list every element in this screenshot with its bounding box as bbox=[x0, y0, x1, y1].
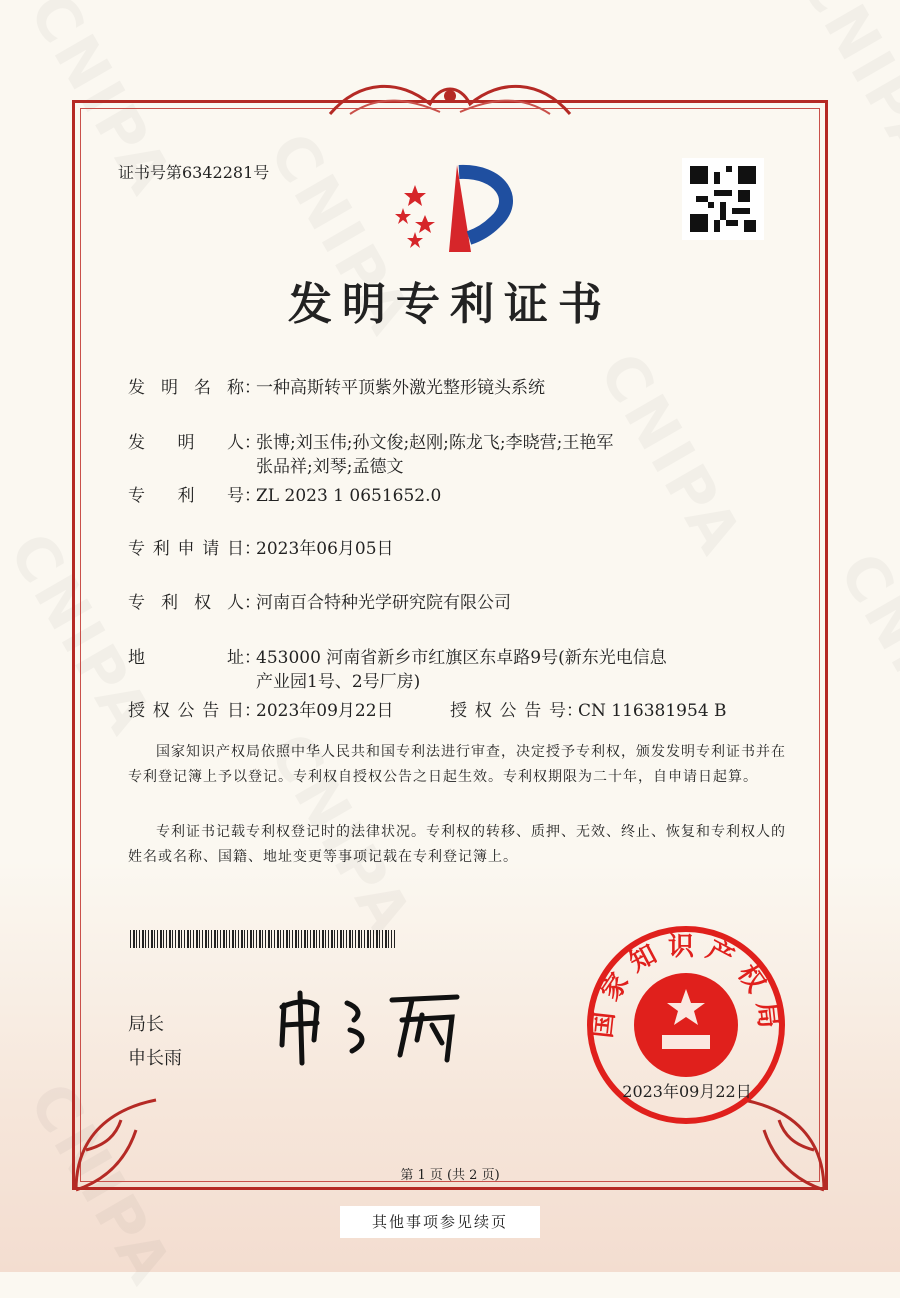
legal-paragraph-1: 国家知识产权局依照中华人民共和国专利法进行审查，决定授予专利权，颁发发明专利证书并在专利登记簿上予以登记。专利权自授权公告之日起生效。专利权期限为二十年，自申请日起算。 bbox=[128, 744, 786, 785]
seal-text: 国家知识产权局 bbox=[587, 932, 785, 1040]
page-number: 第 1 页 (共 2 页) bbox=[400, 1168, 500, 1183]
qr-code bbox=[682, 158, 764, 240]
certificate-number: 证书号第6342281号 bbox=[118, 163, 270, 182]
director-title: 局长 bbox=[128, 1014, 164, 1035]
ornament-corner-left-icon bbox=[66, 1090, 166, 1200]
field-patent-number: 专利号 ： ZL 2023 1 0651652.0 bbox=[128, 486, 442, 506]
field-invention-name: 发明名称 ： 一种高斯转平顶紫外激光整形镜头系统 bbox=[128, 378, 545, 398]
field-grant-number: 授权公告号 ： CN 116381954 B bbox=[450, 701, 727, 721]
signature-icon bbox=[272, 985, 467, 1070]
watermark bbox=[825, 542, 900, 769]
field-grant-date: 授权公告日 ： 2023年09月22日 bbox=[128, 701, 394, 721]
field-inventors: 发明人 ： 张博;刘玉伟;孙文俊;赵刚;陈龙飞;李晓营;王艳军 张品祥;刘琴;孟德文 bbox=[128, 433, 614, 477]
legal-paragraph-2: 专利证书记载专利权登记时的法律状况。专利权的转移、质押、无效、终止、恢复和专利权人的姓名或名称、国籍、地址变更等事项记载在专利登记簿上。 bbox=[128, 824, 786, 865]
field-address: 地址 ： 453000 河南省新乡市红旗区东卓路9号(新东光电信息 产业园1号、2号厂房) bbox=[128, 648, 667, 692]
seal-date: 2023年09月22日 bbox=[622, 1082, 752, 1101]
national-emblem-icon bbox=[634, 973, 738, 1077]
ornament-top-icon bbox=[320, 74, 580, 124]
director-name: 申长雨 bbox=[128, 1048, 182, 1069]
field-patentee: 专利权人 ： 河南百合特种光学研究院有限公司 bbox=[128, 593, 511, 613]
cnipa-logo-icon bbox=[385, 160, 525, 255]
footer-note: 其他事项参见续页 bbox=[340, 1206, 540, 1238]
page-title: 发明专利证书 bbox=[288, 279, 612, 330]
barcode bbox=[130, 930, 395, 948]
field-filing-date: 专利申请日 ： 2023年06月05日 bbox=[128, 539, 394, 559]
